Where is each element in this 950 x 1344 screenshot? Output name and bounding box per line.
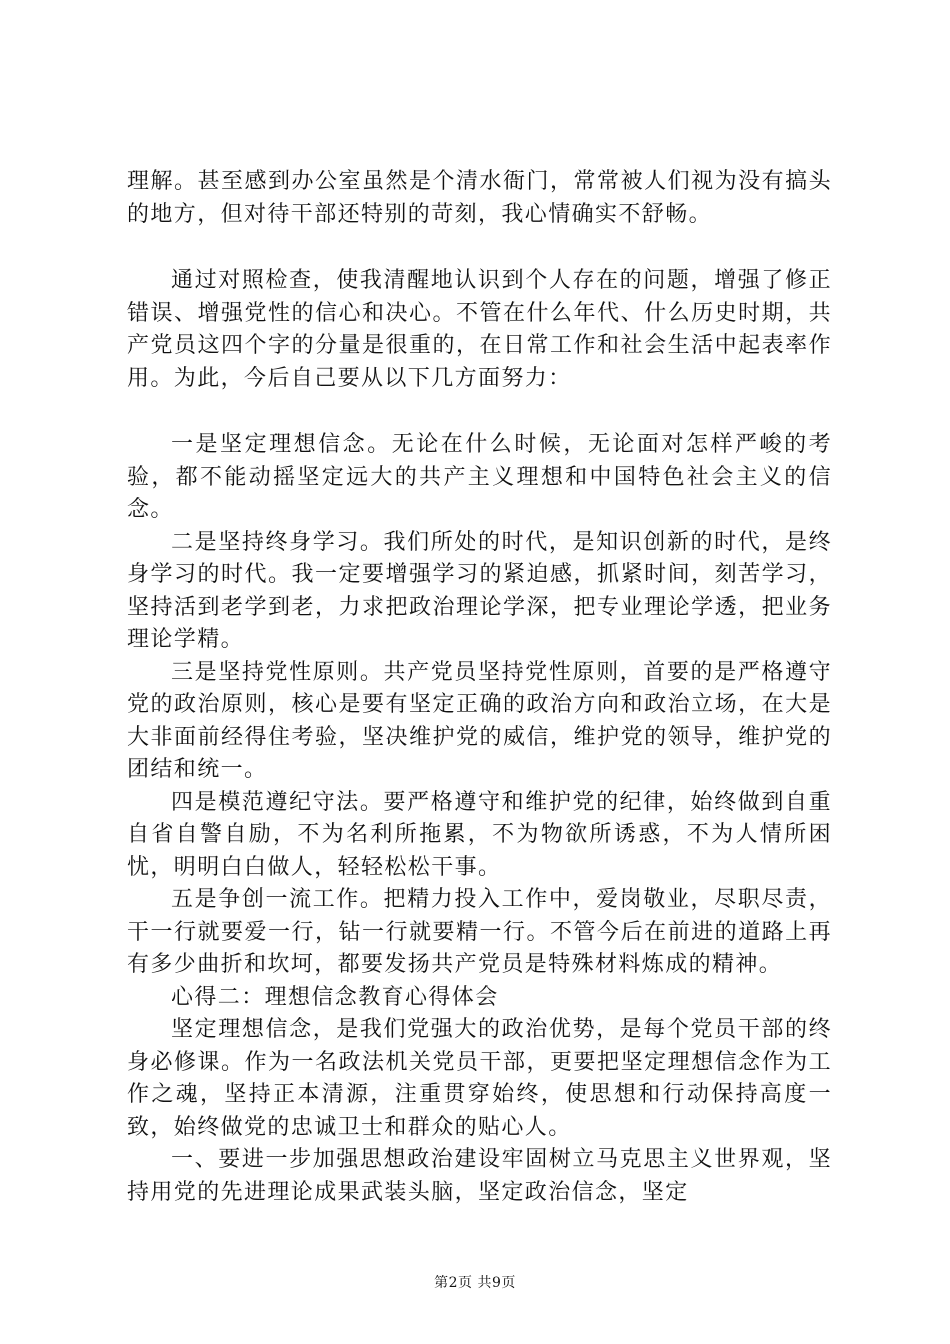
paragraph-self-examination: 通过对照检查，使我清醒地认识到个人存在的问题，增强了修正错误、增强党性的信心和决心。不管在什么年代、什么历史时期，共产党员这四个字的分量是很重的，在日常工作和社会生活中起表率作用。为此，今后自己要从以下几方面努力： [127,268,832,391]
paragraph-ideals-point-one: 一、要进一步加强思想政治建设牢固树立马克思主义世界观，坚持用党的先进理论成果武装头脑，坚定政治信念，坚定 [127,1147,832,1205]
paragraph-point-five: 五是争创一流工作。把精力投入工作中，爱岗敬业，尽职尽责，干一行就要爱一行，钻一行就要精一行。不管今后在前进的道路上再有多少曲折和坎坷，都要发扬共产党员是特殊材料炼成的精神。 [127,887,832,977]
document-body [127,166,832,1209]
section-heading-two: 心得二：理想信念教育心得体会 [171,984,499,1010]
paragraph-continuation: 理解。甚至感到办公室虽然是个清水衙门，常常被人们视为没有搞头的地方，但对待干部还特别的苛刻，我心情确实不舒畅。 [127,169,832,227]
page-number-footer: 第2页 共9页 [434,1275,516,1291]
paragraph-point-four: 四是模范遵纪守法。要严格遵守和维护党的纪律，始终做到自重自省自警自励，不为名利所拖累，不为物欲所诱惑，不为人情所困忧，明明白白做人，轻轻松松干事。 [127,789,832,880]
paragraph-point-one: 一是坚定理想信念。无论在什么时候，无论面对怎样严峻的考验，都不能动摇坚定远大的共产主义理想和中国特色社会主义的信念。 [127,432,832,522]
paragraph-ideals-intro: 坚定理想信念，是我们党强大的政治优势，是每个党员干部的终身必修课。作为一名政法机关党员干部，更要把坚定理想信念作为工作之魂，坚持正本清源，注重贯穿始终，使思想和行动保持高度一致，始终做党的忠诚卫士和群众的贴心人。 [127,1017,832,1140]
paragraph-point-three: 三是坚持党性原则。共产党员坚持党性原则，首要的是严格遵守党的政治原则，核心是要有坚定正确的政治方向和政治立场，在大是大非面前经得住考验，坚决维护党的威信，维护党的领导，维护党的团结和统一。 [127,659,832,782]
paragraph-point-two: 二是坚持终身学习。我们所处的时代，是知识创新的时代，是终身学习的时代。我一定要增强学习的紧迫感，抓紧时间，刻苦学习，坚持活到老学到老，力求把政治理论学深，把专业理论学透，把业务理论学精。 [127,529,832,652]
